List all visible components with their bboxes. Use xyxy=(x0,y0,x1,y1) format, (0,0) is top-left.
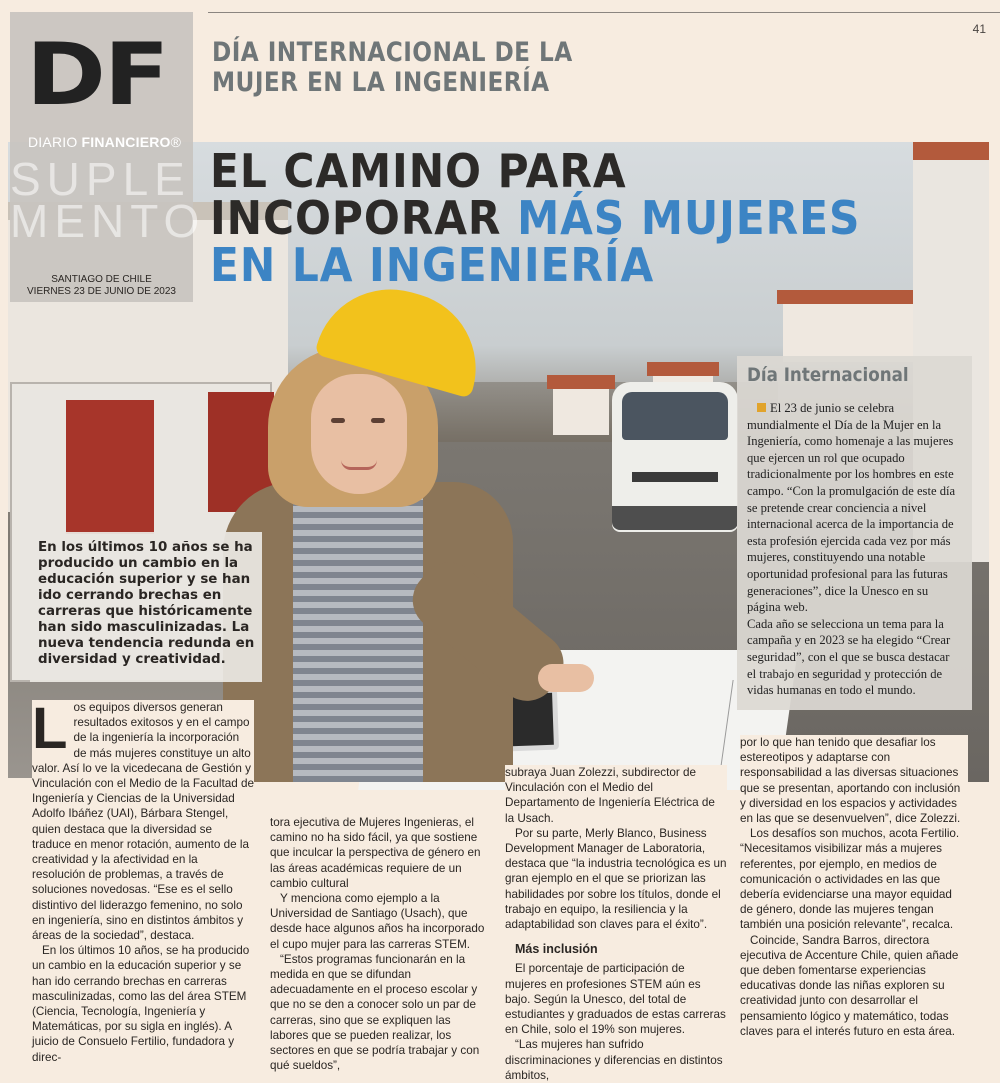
sidebar-paragraph: El 23 de junio se celebra mundialmente el Día de la Mujer en la Ingeniería, como homenaje a las mujeres que ejercen un rol que ocupado tradicionalmente por los hombres en este campo. “Con la promulgación de este día se pretende crear conciencia a nivel internacional acerca de la importancia de esta profesión ejercida cada vez por más mujeres, constituyendo una notable oportunidad profesional para las futuras generaciones”, dice la Unesco en su página web. xyxy=(747,401,956,615)
body-paragraph: “Las mujeres han sufrido discriminaciones y diferencias en distintos ámbitos, xyxy=(505,1038,723,1082)
body-paragraph: por lo que han tenido que desafiar los estereotipos y adaptarse con responsabilidad a las diversas situaciones que se presentan, aportando con inclusión y diversidad en los espacios y actividades en las que se desenvuelven”, dice Zolezzi. xyxy=(740,736,961,826)
body-column-2 xyxy=(270,815,492,1073)
headline-line-3: EN LA INGENIERÍA xyxy=(210,238,655,292)
sidebar-title: Día Internacional xyxy=(747,364,909,386)
body-paragraph: tora ejecutiva de Mujeres Ingenieras, el camino no ha sido fácil, ya que sostiene que inculcar la perspectiva de género en las áreas académicas requiere de un cambio cultural xyxy=(270,816,481,890)
body-paragraph: Y menciona como ejemplo a la Universidad de Santiago (Usach), que desde hace algunos años ha incorporado el cupo mujer para las carreras STEM. xyxy=(270,892,485,951)
red-door xyxy=(66,400,154,534)
section-title-line-1: DÍA INTERNACIONAL DE LA xyxy=(212,37,573,68)
white-van xyxy=(612,382,738,532)
headline-line-2: INCOPORAR MÁS MUJERES xyxy=(210,191,861,245)
body-column-3 xyxy=(505,765,727,1083)
masthead xyxy=(10,12,206,302)
body-paragraph: Por su parte, Merly Blanco, Business Development Manager de Laboratoria, destaca que “la industria tecnológica es un gran ejemplo en el que se priorizan las habilidades por sobre los títulos, donde el trabajo en equipo, la resiliencia y la adaptabilidad son claves para el éxito”. xyxy=(505,826,727,932)
body-paragraph: subraya Juan Zolezzi, subdirector de Vinculación con el Medio del Departamento de Ingeniería Eléctrica de la Usach. xyxy=(505,766,715,825)
body-paragraph: Los desafíos son muchos, acota Fertilio. “Necesitamos visibilizar más a mujeres referentes, por ejemplo, en medios de comunicación o actividades en las que debería evidenciarse una mayor equidad de género, donde las mujeres tengan también una posición relevante”, recalca. xyxy=(740,827,960,932)
section-title-line-2: MUJER EN LA INGENIERÍA xyxy=(212,67,550,98)
section-title xyxy=(212,38,573,98)
headline xyxy=(210,144,909,292)
sidebar-paragraph: Cada año se selecciona un tema para la campaña y en 2023 se ha elegido “Crear seguridad”, con el que se busca destacar el trabajo en seguridad y protección de vidas humanas en todo el mundo. xyxy=(747,616,951,698)
bullet-square-icon xyxy=(757,403,766,412)
dateline: SANTIAGO DE CHILE VIERNES 23 DE JUNIO DE 2023 xyxy=(27,274,176,297)
sidebar-text xyxy=(747,400,960,699)
sidebar-box xyxy=(737,356,972,710)
body-paragraph: Los equipos diversos generan resultados exitosos y en el campo de la ingeniería la incorporación de más mujeres constituye un alto valor. Así lo ve la vicedecana de Gestión y Vinculación con el Medio de la Facultad de Ingeniería y Ciencias de la Universidad Adolfo Ibáñez (UAI), Bárbara Stengel, quien destaca que la diversidad se traduce en menor rotación, aumento de la creatividad y la afectividad en la resolución de problemas, a través de soluciones novedosas. “Ese es el sello distintivo del liderazgo femenino, no solo en ingeniería, sino en distintos ámbitos y áreas de la sociedad”, destaca. xyxy=(32,696,254,943)
drop-cap: L xyxy=(32,696,68,761)
supplement-label: SUPLE MENTO xyxy=(10,153,206,247)
df-logo: DF xyxy=(26,25,168,125)
top-rule xyxy=(208,12,1000,13)
body-paragraph: En los últimos 10 años, se ha producido un cambio en la educación superior y se han ido cerrando brechas en carreras masculinizadas, como las del área STEM (Ciencia, Tecnología, Ingeniería y Matemáticas, por su sigla en inglés). A juicio de Consuelo Fertilio, fundadora y direc- xyxy=(32,944,250,1064)
engineer-woman xyxy=(223,292,563,782)
body-paragraph: “Estos programas funcionarán en la medida en que se difundan adecuadamente en el proceso escolar y que no se den a conocer solo un par de carreras, sino que se expliquen las labores que se pueden realizar, los sectores en que se podría trabajar y con qué sueldos”, xyxy=(270,952,480,1073)
body-paragraph: El porcentaje de participación de mujeres en profesiones STEM aún es bajo. Según la Unesco, del total de estudiantes y graduados de estas carreras en Chile, solo el 19% son mujeres. xyxy=(505,962,726,1037)
body-column-4 xyxy=(740,735,968,1039)
page-number: 41 xyxy=(972,22,986,36)
brand-name: DIARIO FINANCIERO® xyxy=(28,134,182,150)
headline-line-1: EL CAMINO PARA xyxy=(210,144,627,198)
body-column-1 xyxy=(32,696,254,1065)
body-paragraph: Coincide, Sandra Barros, directora ejecutiva de Accenture Chile, quien añade que deben fomentarse experiencias educativas donde las niñas exploren su creatividad junto con desarrollar el pensamiento lógico y matemático, todas claves para el interés futuro en esta área. xyxy=(740,933,959,1038)
subheading: Más inclusión xyxy=(515,942,598,957)
intro-summary: En los últimos 10 años se ha producido un cambio en la educación superior y se han ido cerrando brechas en carreras que históricamente han sido masculinizadas. La nueva tendencia redunda en diversidad y creatividad. xyxy=(30,532,262,682)
